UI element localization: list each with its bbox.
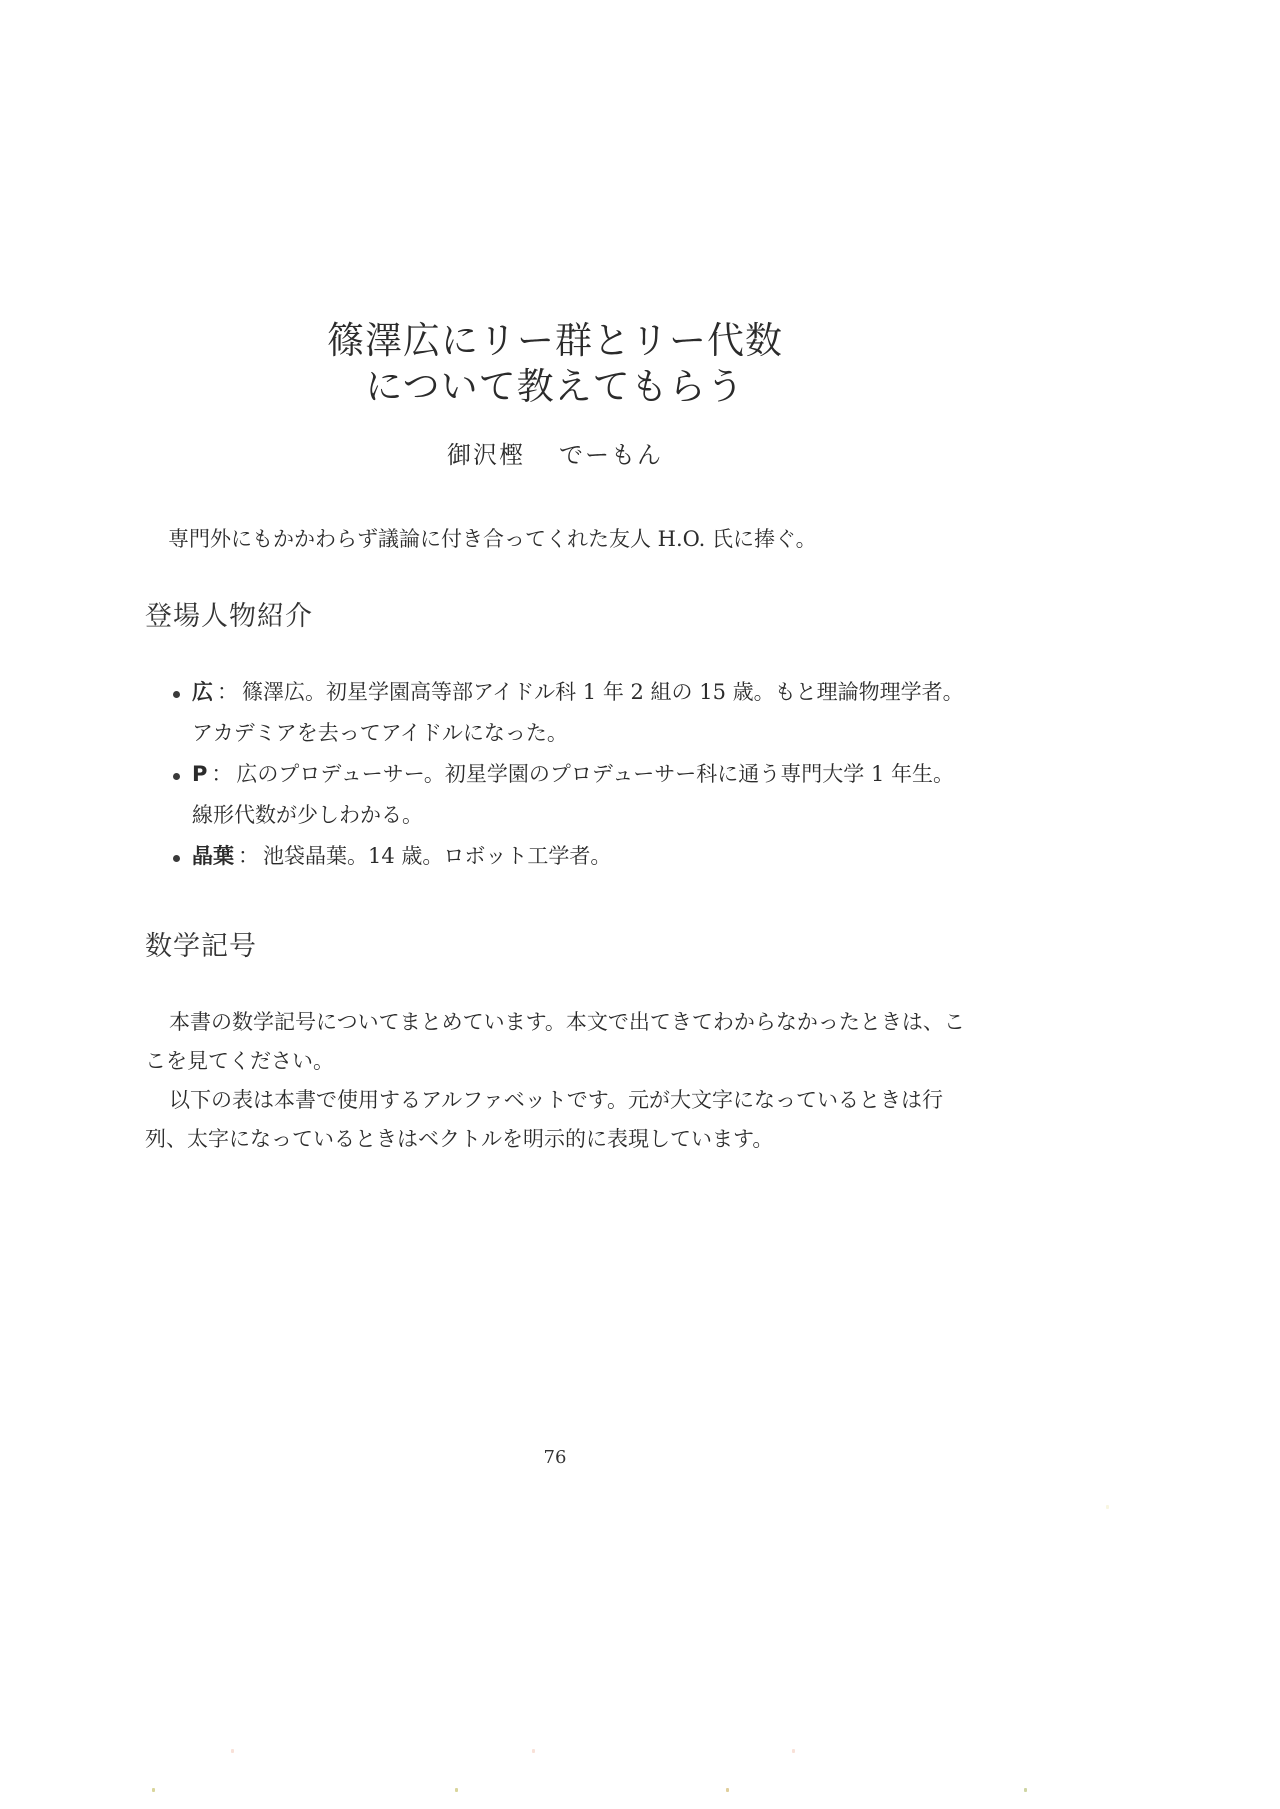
author-1: 御沢樫 (447, 441, 525, 469)
paragraph-text: 本書の数学記号についてまとめています。本文で出てきてわからなかったときは、ここを見てください。 (145, 1010, 965, 1073)
bullet-icon (173, 691, 180, 698)
scan-mark (726, 1788, 729, 1792)
scan-mark (1106, 1505, 1109, 1509)
dedication: 専門外にもかかわらず議論に付き合ってくれた友人 H.O. 氏に捧ぐ。 (168, 527, 817, 551)
character-item-hiro (170, 672, 970, 754)
scan-mark (152, 1788, 155, 1792)
title-line-2: について教えてもらう (365, 365, 745, 408)
author-2: でーもん (559, 441, 663, 469)
bullet-icon (173, 773, 180, 780)
document-title (0, 318, 1110, 410)
page-number: 76 (543, 1447, 567, 1468)
scan-mark (455, 1788, 458, 1792)
scan-mark (532, 1749, 535, 1753)
section-heading-characters: 登場人物紹介 (145, 601, 313, 632)
character-description: 広のプロデューサー。初星学園のプロデューサー科に通う専門大学 1 年生。線形代数が少しわかる。 (192, 762, 955, 827)
character-name: 広 (192, 680, 213, 704)
title-line-1: 篠澤広にリー群とリー代数 (327, 319, 783, 362)
character-separator: ： (217, 680, 238, 704)
paragraph-text: 以下の表は本書で使用するアルファベットです。元が大文字になっているときは行列、太字になっているときはベクトルを明示的に表現しています。 (145, 1088, 944, 1151)
character-description: 池袋晶葉。14 歳。ロボット工学者。 (263, 844, 612, 868)
character-description: 篠澤広。初星学園高等部アイドル科 1 年 2 組の 15 歳。もと理論物理学者。アカデミアを去ってアイドルになった。 (192, 680, 964, 745)
scan-mark (1024, 1788, 1027, 1792)
character-separator: ： (238, 844, 259, 868)
scan-mark (231, 1749, 234, 1753)
paragraph-alphabet (145, 1081, 975, 1159)
bullet-icon (173, 855, 180, 862)
character-separator: ： (211, 762, 233, 786)
character-name: 晶葉 (192, 844, 234, 868)
character-item-p (170, 754, 970, 836)
author-line (0, 440, 1110, 470)
character-item-akiha (170, 836, 970, 877)
character-list (170, 672, 970, 877)
paragraph-intro (145, 1003, 975, 1081)
character-name: P (192, 762, 208, 786)
section-heading-math-symbols: 数学記号 (145, 931, 257, 962)
scan-mark (792, 1749, 795, 1753)
